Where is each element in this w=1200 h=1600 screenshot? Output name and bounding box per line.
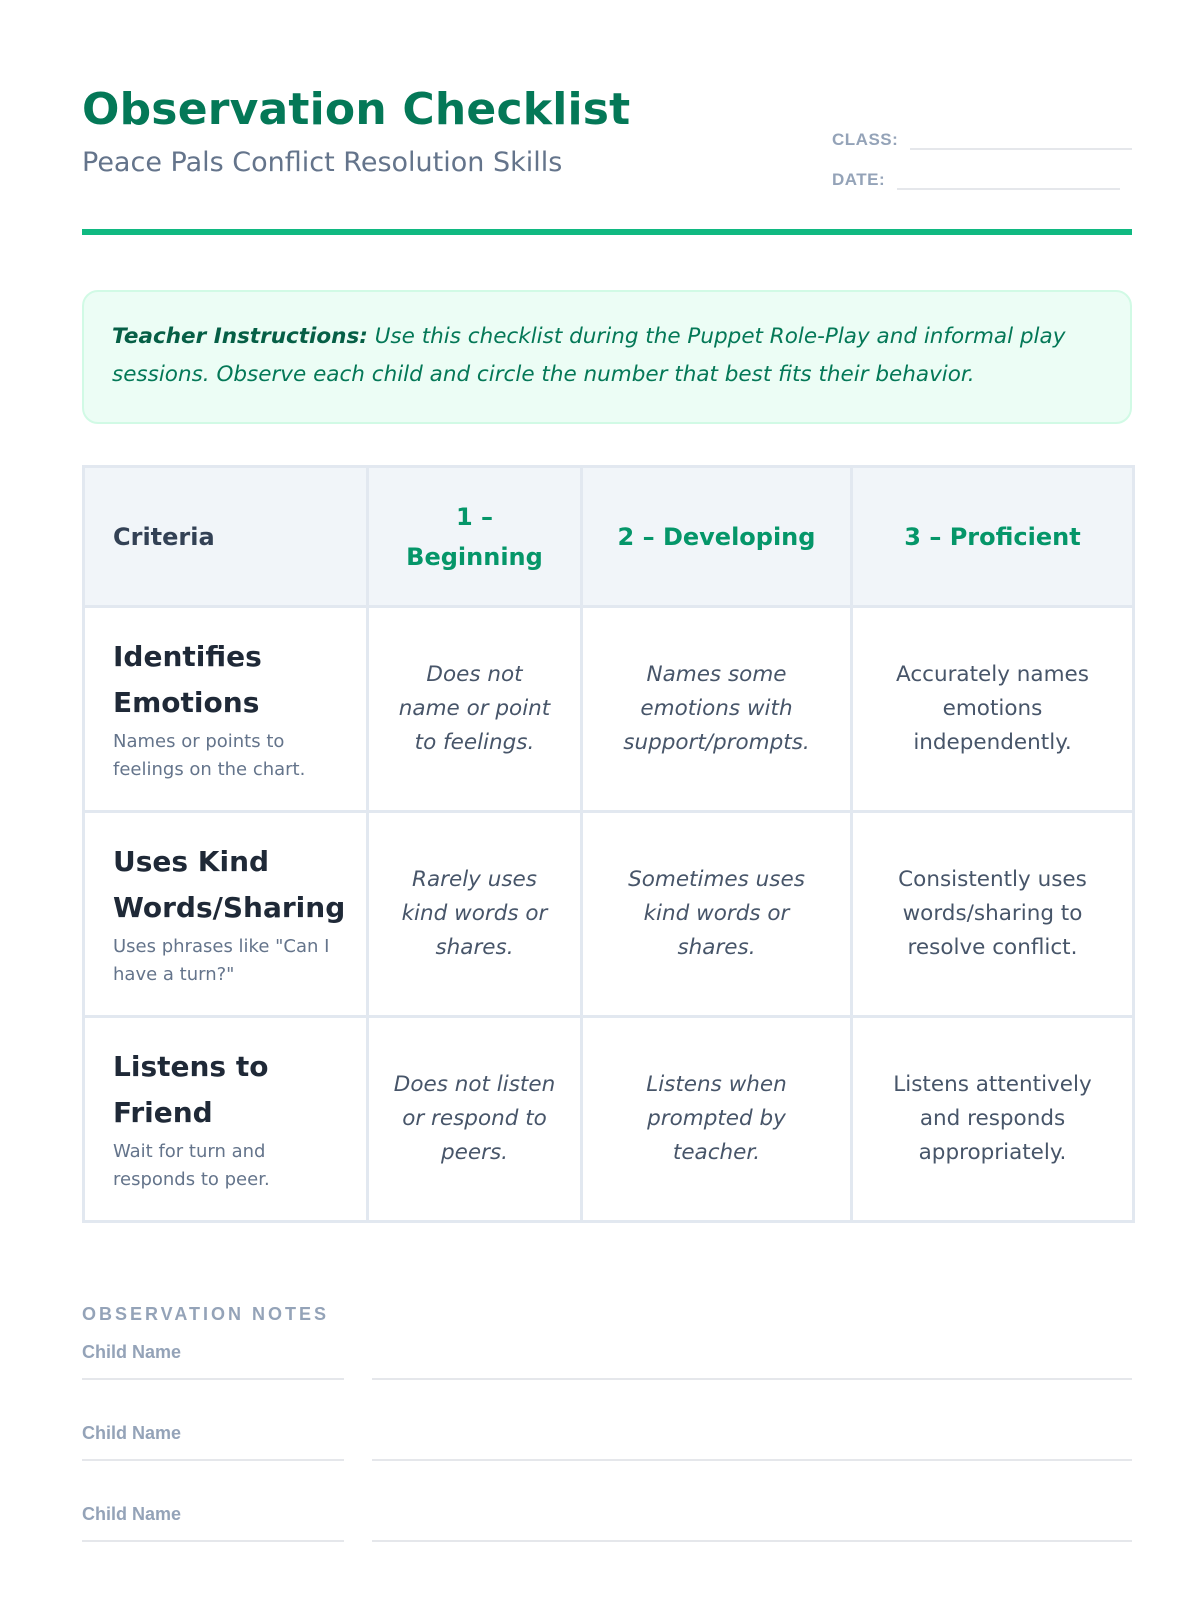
note-line[interactable] — [372, 1540, 1132, 1542]
level-1-cell[interactable]: Does not listen or respond to peers. — [368, 1017, 582, 1222]
header-level-2: 2 – Developing — [582, 467, 852, 607]
observation-notes-section — [82, 1304, 1132, 1524]
criteria-description: Names or points to feelings on the chart. — [113, 731, 306, 780]
note-row — [82, 1496, 1132, 1542]
level-3-cell[interactable]: Listens attentively and responds appropriately. — [852, 1017, 1134, 1222]
level-1-cell[interactable]: Does not name or point to feelings. — [368, 607, 582, 812]
criteria-description: Uses phrases like "Can I have a turn?" — [113, 936, 330, 985]
note-row — [82, 1334, 1132, 1380]
header-level-3: 3 – Proficient — [852, 467, 1134, 607]
child-name-field[interactable]: Child Name — [82, 1496, 344, 1542]
criteria-name: Uses Kind Words/Sharing — [113, 845, 346, 924]
instructions-text — [112, 318, 1102, 394]
class-row — [832, 120, 1132, 150]
header-level-1: 1 – Beginning — [368, 467, 582, 607]
child-name-field[interactable]: Child Name — [82, 1415, 344, 1461]
class-label: CLASS: — [832, 130, 899, 149]
criteria-description: Wait for turn and responds to peer. — [113, 1141, 270, 1190]
instructions-label: Teacher Instructions: — [112, 324, 368, 349]
header-divider — [82, 229, 1132, 235]
page-title: Observation Checklist — [82, 84, 631, 135]
level-3-cell[interactable]: Consistently uses words/sharing to resolve conflict. — [852, 812, 1134, 1017]
page-header — [82, 82, 1132, 192]
level-1-cell[interactable]: Rarely uses kind words or shares. — [368, 812, 582, 1017]
table-row — [84, 812, 1134, 1017]
criteria-cell — [84, 607, 368, 812]
notes-heading: OBSERVATION NOTES — [82, 1304, 330, 1324]
level-2-cell[interactable]: Names some emotions with support/prompts. — [582, 607, 852, 812]
date-field[interactable] — [897, 160, 1120, 190]
criteria-name: Identifies Emotions — [113, 640, 262, 719]
criteria-cell — [84, 1017, 368, 1222]
note-row — [82, 1415, 1132, 1461]
level-2-cell[interactable]: Sometimes uses kind words or shares. — [582, 812, 852, 1017]
rubric-header-row — [84, 467, 1134, 607]
level-3-cell[interactable]: Accurately names emotions independently. — [852, 607, 1134, 812]
criteria-name: Listens to Friend — [113, 1050, 269, 1129]
note-line[interactable] — [372, 1459, 1132, 1461]
table-row — [84, 607, 1134, 812]
note-line[interactable] — [372, 1378, 1132, 1380]
instructions-body: Use this checklist during the Puppet Role-Play and informal play sessions. Observe each child and circle the number that best fits their behavior. — [112, 324, 1066, 387]
criteria-cell — [84, 812, 368, 1017]
level-2-cell[interactable]: Listens when prompted by teacher. — [582, 1017, 852, 1222]
header-criteria: Criteria — [84, 467, 368, 607]
page-subtitle: Peace Pals Conflict Resolution Skills — [82, 147, 563, 178]
class-date-block — [832, 120, 1132, 200]
teacher-instructions-box — [82, 290, 1132, 424]
class-field[interactable] — [910, 120, 1132, 150]
rubric-table — [82, 465, 1135, 1223]
date-row — [832, 160, 1132, 190]
table-row — [84, 1017, 1134, 1222]
child-name-field[interactable]: Child Name — [82, 1334, 344, 1380]
date-label: DATE: — [832, 170, 886, 189]
